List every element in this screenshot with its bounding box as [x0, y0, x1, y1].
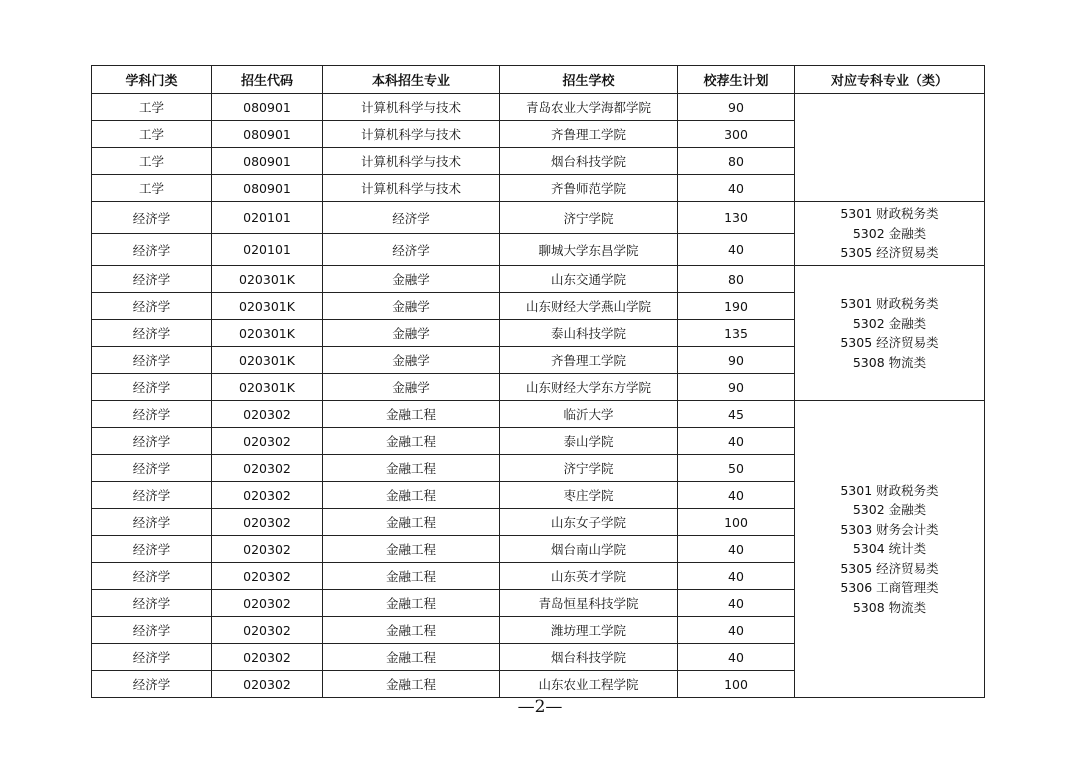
cell-discipline: 经济学	[92, 563, 212, 590]
cell-school: 烟台南山学院	[500, 536, 678, 563]
cell-discipline: 工学	[92, 94, 212, 121]
table-body	[92, 94, 985, 698]
cell-plan: 40	[678, 175, 795, 202]
cell-code: 080901	[212, 94, 323, 121]
vocational-major-item: 5301 财政税务类	[840, 482, 939, 498]
cell-major: 计算机科学与技术	[323, 148, 500, 175]
cell-code: 020302	[212, 428, 323, 455]
cell-discipline: 经济学	[92, 617, 212, 644]
cell-school: 枣庄学院	[500, 482, 678, 509]
cell-plan: 40	[678, 590, 795, 617]
cell-major: 金融学	[323, 320, 500, 347]
cell-major: 金融工程	[323, 617, 500, 644]
cell-code: 020302	[212, 536, 323, 563]
cell-plan: 40	[678, 536, 795, 563]
vocational-major-item: 5305 经济贸易类	[840, 335, 939, 350]
table-header-row	[92, 66, 985, 94]
vocational-major-item: 5305 经济贸易类	[840, 560, 939, 576]
cell-plan: 190	[678, 293, 795, 320]
cell-school: 山东女子学院	[500, 509, 678, 536]
vocational-major-item: 5302 金融类	[852, 502, 927, 518]
cell-discipline: 经济学	[92, 455, 212, 482]
cell-school: 山东交通学院	[500, 266, 678, 293]
cell-major: 金融工程	[323, 644, 500, 671]
vocational-major-item: 5301 财政税务类	[840, 206, 939, 222]
cell-code: 080901	[212, 148, 323, 175]
cell-plan: 80	[678, 148, 795, 175]
cell-code: 020302	[212, 482, 323, 509]
cell-major: 计算机科学与技术	[323, 121, 500, 148]
cell-major: 金融工程	[323, 455, 500, 482]
cell-school: 泰山科技学院	[500, 320, 678, 347]
cell-plan: 90	[678, 374, 795, 401]
cell-school: 烟台科技学院	[500, 148, 678, 175]
cell-school: 潍坊理工学院	[500, 617, 678, 644]
cell-code: 020301K	[212, 374, 323, 401]
table-row	[92, 401, 985, 428]
vocational-major-item: 5305 经济贸易类	[840, 245, 939, 261]
cell-code: 020302	[212, 563, 323, 590]
cell-major: 金融工程	[323, 401, 500, 428]
cell-discipline: 工学	[92, 148, 212, 175]
cell-school: 烟台科技学院	[500, 644, 678, 671]
cell-discipline: 经济学	[92, 234, 212, 266]
cell-school: 齐鲁理工学院	[500, 121, 678, 148]
cell-code: 020302	[212, 590, 323, 617]
cell-school: 齐鲁理工学院	[500, 347, 678, 374]
cell-code: 020301K	[212, 320, 323, 347]
cell-code: 020301K	[212, 293, 323, 320]
cell-code: 020301K	[212, 347, 323, 374]
cell-discipline: 经济学	[92, 671, 212, 698]
cell-discipline: 经济学	[92, 374, 212, 401]
cell-major: 金融工程	[323, 563, 500, 590]
cell-code: 080901	[212, 121, 323, 148]
cell-major: 计算机科学与技术	[323, 94, 500, 121]
cell-plan: 90	[678, 94, 795, 121]
cell-plan: 45	[678, 401, 795, 428]
cell-vocational-major-group	[795, 266, 985, 401]
cell-code: 020302	[212, 671, 323, 698]
cell-plan: 40	[678, 428, 795, 455]
header-plan: 校荐生计划	[678, 66, 795, 94]
cell-major: 金融工程	[323, 536, 500, 563]
cell-school: 山东农业工程学院	[500, 671, 678, 698]
cell-plan: 135	[678, 320, 795, 347]
cell-code: 020302	[212, 617, 323, 644]
cell-major: 金融学	[323, 374, 500, 401]
vocational-major-item: 5308 物流类	[852, 599, 927, 615]
cell-discipline: 经济学	[92, 536, 212, 563]
cell-discipline: 经济学	[92, 509, 212, 536]
cell-school: 青岛恒星科技学院	[500, 590, 678, 617]
vocational-major-item: 5301 财政税务类	[840, 296, 939, 311]
cell-major: 经济学	[323, 234, 500, 266]
cell-major: 金融工程	[323, 671, 500, 698]
cell-code: 020302	[212, 455, 323, 482]
cell-school: 聊城大学东昌学院	[500, 234, 678, 266]
cell-code: 020302	[212, 401, 323, 428]
cell-code: 020302	[212, 509, 323, 536]
cell-vocational-major-group	[795, 202, 985, 266]
header-discipline: 学科门类	[92, 66, 212, 94]
cell-discipline: 经济学	[92, 293, 212, 320]
cell-major: 金融工程	[323, 509, 500, 536]
cell-discipline: 经济学	[92, 347, 212, 374]
vocational-major-item: 5306 工商管理类	[840, 580, 939, 596]
vocational-major-item: 5304 统计类	[852, 541, 927, 557]
cell-plan: 40	[678, 644, 795, 671]
cell-plan: 90	[678, 347, 795, 374]
header-major: 本科招生专业	[323, 66, 500, 94]
cell-major: 金融学	[323, 293, 500, 320]
cell-school: 山东财经大学燕山学院	[500, 293, 678, 320]
table-row	[92, 94, 985, 121]
cell-plan: 50	[678, 455, 795, 482]
cell-major: 金融工程	[323, 590, 500, 617]
header-vocational-major: 对应专科专业（类）	[795, 66, 985, 94]
cell-major: 金融工程	[323, 428, 500, 455]
cell-discipline: 经济学	[92, 266, 212, 293]
cell-discipline: 经济学	[92, 202, 212, 234]
cell-school: 山东英才学院	[500, 563, 678, 590]
vocational-major-item: 5308 物流类	[852, 354, 927, 370]
cell-major: 金融学	[323, 266, 500, 293]
table-row	[92, 202, 985, 234]
vocational-major-item: 5302 金融类	[852, 315, 927, 331]
header-school: 招生学校	[500, 66, 678, 94]
cell-school: 济宁学院	[500, 202, 678, 234]
cell-discipline: 工学	[92, 121, 212, 148]
cell-school: 青岛农业大学海都学院	[500, 94, 678, 121]
cell-plan: 100	[678, 671, 795, 698]
vocational-major-item: 5302 金融类	[852, 225, 927, 241]
enrollment-table	[91, 65, 985, 698]
cell-plan: 40	[678, 234, 795, 266]
cell-discipline: 经济学	[92, 482, 212, 509]
cell-plan: 100	[678, 509, 795, 536]
cell-plan: 130	[678, 202, 795, 234]
cell-school: 济宁学院	[500, 455, 678, 482]
cell-plan: 80	[678, 266, 795, 293]
cell-plan: 300	[678, 121, 795, 148]
cell-school: 齐鲁师范学院	[500, 175, 678, 202]
cell-major: 计算机科学与技术	[323, 175, 500, 202]
vocational-major-item: 5303 财务会计类	[840, 521, 939, 537]
cell-plan: 40	[678, 563, 795, 590]
cell-discipline: 经济学	[92, 428, 212, 455]
cell-discipline: 经济学	[92, 590, 212, 617]
cell-code: 020302	[212, 644, 323, 671]
cell-school: 临沂大学	[500, 401, 678, 428]
cell-code: 020101	[212, 202, 323, 234]
cell-school: 泰山学院	[500, 428, 678, 455]
cell-school: 山东财经大学东方学院	[500, 374, 678, 401]
cell-plan: 40	[678, 482, 795, 509]
header-code: 招生代码	[212, 66, 323, 94]
cell-major: 经济学	[323, 202, 500, 234]
cell-discipline: 经济学	[92, 401, 212, 428]
page-number: —2—	[517, 697, 563, 717]
cell-discipline: 经济学	[92, 644, 212, 671]
cell-major: 金融学	[323, 347, 500, 374]
cell-code: 020301K	[212, 266, 323, 293]
table-row	[92, 266, 985, 293]
cell-discipline: 工学	[92, 175, 212, 202]
cell-major: 金融工程	[323, 482, 500, 509]
cell-vocational-major-group	[795, 94, 985, 202]
cell-discipline: 经济学	[92, 320, 212, 347]
cell-vocational-major-group	[795, 401, 985, 698]
cell-code: 020101	[212, 234, 323, 266]
cell-plan: 40	[678, 617, 795, 644]
cell-code: 080901	[212, 175, 323, 202]
